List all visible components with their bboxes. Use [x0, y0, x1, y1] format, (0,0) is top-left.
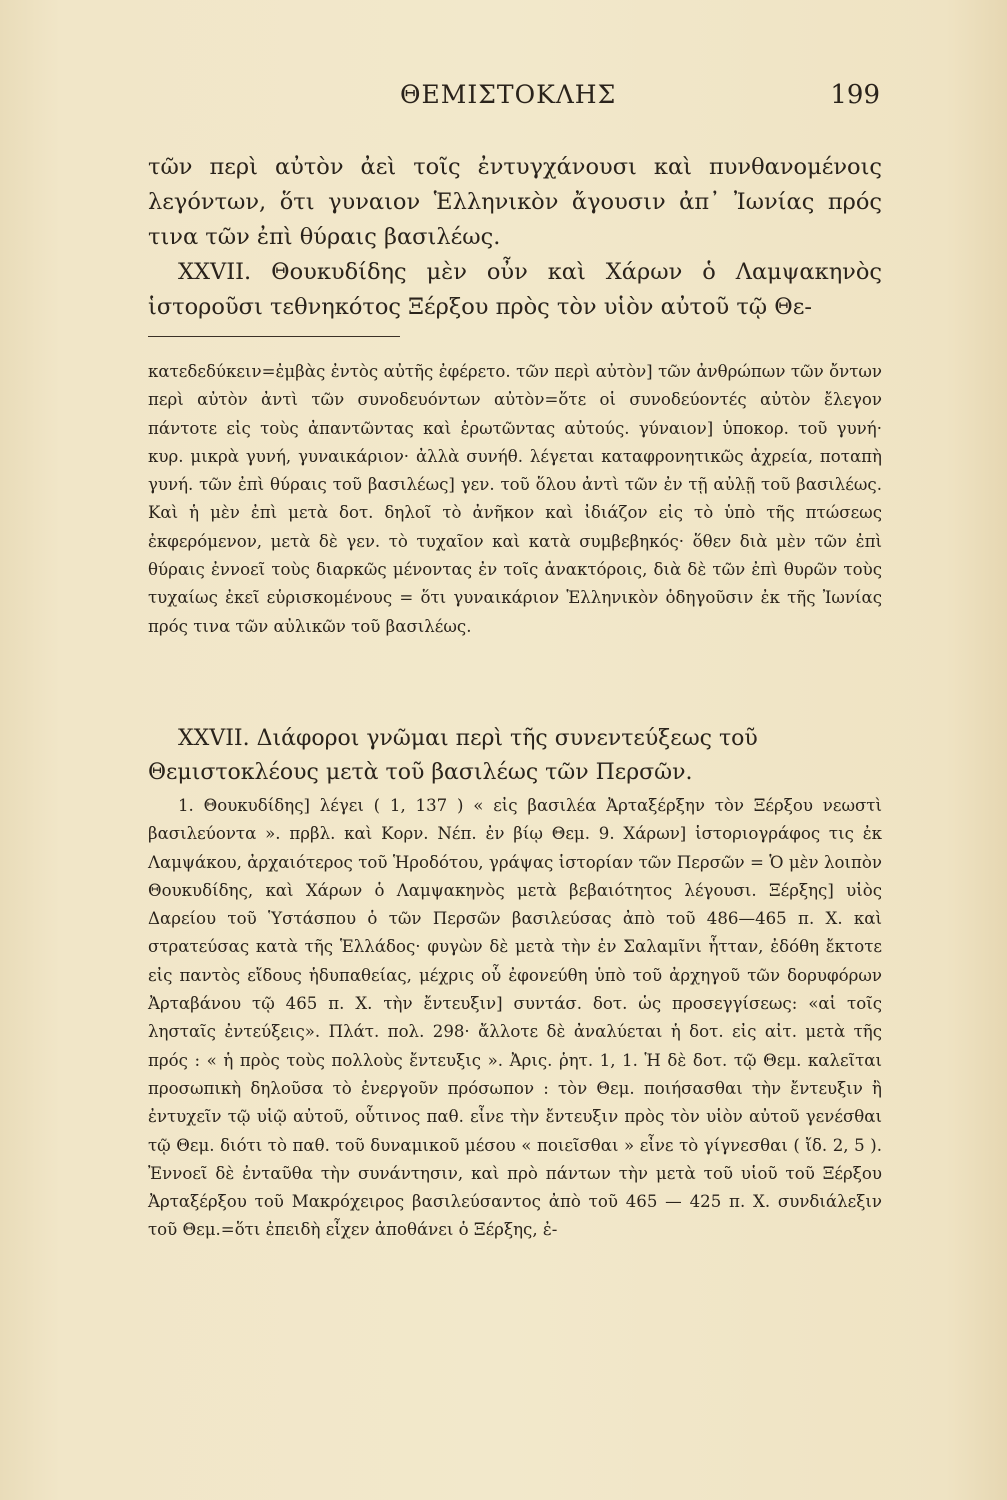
section-heading-text: XXVII. Διάφοροι γνῶμαι περὶ τῆς συνεντεύξεως τοῦ Θεμιστοκλέους μετὰ τοῦ βασιλέως τῶν Περσῶν. [148, 726, 758, 785]
commentary-notes-section [148, 792, 882, 1245]
commentary-notes [148, 358, 882, 641]
section-heading [148, 722, 882, 790]
page-number: 199 [830, 80, 880, 110]
running-title: ΘΕΜΙΣΤΟΚΛΗΣ [400, 80, 617, 109]
page-header [150, 80, 880, 120]
main-text [148, 150, 882, 325]
main-paragraph: XXVII. Θουκυδίδης μὲν οὖν καὶ Χάρων ὁ Λαμψακηνὸς ἱστοροῦσι τεθνηκότος Ξέρξου πρὸς τὸν υἱὸν αὐτοῦ τῷ Θε- [148, 259, 882, 320]
main-paragraph: τῶν περὶ αὐτὸν ἀεὶ τοῖς ἐντυγχάνουσι καὶ πυνθανομένοις λεγόντων, ὅτι γυναιον Ἑλληνικὸν ἄγουσιν ἀπ᾽ Ἰωνίας πρός τινα τῶν ἐπὶ θύραις βασιλέως. [148, 154, 882, 250]
commentary-paragraph: 1. Θουκυδίδης] λέγει ( 1, 137 ) « εἰς βασιλέα Ἀρταξέρξην τὸν Ξέρξου νεωστὶ βασιλεύοντα ». πρβλ. καὶ Κορν. Νέπ. ἐν βίῳ Θεμ. 9. Χάρων] ἱστοριογράφος τις ἐκ Λαμψάκου, ἀρχαιότερος τοῦ Ἡροδότου, γράψας ἱστορίαν τῶν Περσῶν = Ὁ μὲν λοιπὸν Θουκυδίδης, καὶ Χάρων ὁ Λαμψακηνὸς μετὰ βεβαιότητος λέγουσι. Ξέρξης] υἱὸς Δαρείου τοῦ Ὑστάσπου ὁ τῶν Περσῶν βασιλεύσας ἀπὸ τοῦ 486—465 π. Χ. καὶ στρατεύσας κατὰ τῆς Ἑλλάδος· φυγὼν δὲ μετὰ τὴν ἐν Σαλαμῖνι ἧτταν, ἐδόθη ἔκτοτε εἰς παντὸς εἴδους ἡδυπαθείας, μέχρις οὗ ἐφονεύθη ὑπὸ τοῦ ἀρχηγοῦ τῶν δορυφόρων Ἀρταβάνου τῷ 465 π. Χ. τὴν ἔντευξιν] συντάσ. δοτ. ὡς προσεγγίσεως: «αἱ τοῖς λησταῖς ἐντεύξεις». Πλάτ. πολ. 298· ἄλλοτε δὲ ἀναλύεται ἡ δοτ. εἰς αἰτ. μετὰ τῆς πρός : « ἡ πρὸς τοὺς πολλοὺς ἔντευξις ». Ἀρις. ῥητ. 1, 1. Ἡ δὲ δοτ. τῷ Θεμ. καλεῖται προσωπικὴ δηλοῦσα τὸ ἐνεργοῦν πρόσωπον : τὸν Θεμ. ποιήσασθαι τὴν ἔντευξιν ἢ ἐντυχεῖν τῷ υἱῷ αὐτοῦ, οὗτινος παθ. εἶνε τὴν ἔντευξιν πρὸς τὸν υἱὸν αὐτοῦ γενέσθαι τῷ Θεμ. διότι τὸ παθ. τοῦ δυναμικοῦ μέσου « ποιεῖσθαι » εἶνε τὸ γίγνεσθαι ( ἴδ. 2, 5 ). Ἐννοεῖ δὲ ἐνταῦθα τὴν συνάντησιν, καὶ πρὸ πάντων τὴν μετὰ τοῦ υἱοῦ τοῦ Ξέρξου Ἀρταξέρξου τοῦ Μακρόχειρος βασιλεύσαντος ἀπὸ τοῦ 465 — 425 π. Χ. συνδιάλεξιν τοῦ Θεμ.=ὅτι ἐπειδὴ εἶχεν ἀποθάνει ὁ Ξέρξης, ἐ- [148, 796, 882, 1240]
commentary-paragraph: κατεδεδύκειν=ἐμβὰς ἐντὸς αὐτῆς ἐφέρετο. τῶν περὶ αὐτὸν] τῶν ἀνθρώπων τῶν ὄντων περὶ αὐτὸν ἀντὶ τῶν συνοδευόντων αὐτὸν=ὅτε οἱ συνοδεύοντές αὐτὸν ἔλεγον πάντοτε εἰς τοὺς ἀπαντῶντας καὶ ἐρωτῶντας αὐτούς. γύναιον] ὑποκορ. τοῦ γυνή· κυρ. μικρὰ γυνή, γυναικάριον· ἀλλὰ συνήθ. λέγεται καταφρονητικῶς ἀχρεία, ποταπὴ γυνή. τῶν ἐπὶ θύραις τοῦ βασιλέως] γεν. τοῦ ὅλου ἀντὶ τῶν ἐν τῇ αὐλῇ τοῦ βασιλέως. Καὶ ἡ μὲν ἐπὶ μετὰ δοτ. δηλοῖ τὸ ἀνῆκον καὶ ἰδιάζον εἰς τὸ ὑπὸ τῆς πτώσεως ἐκφερόμενον, μετὰ δὲ γεν. τὸ τυχαῖον καὶ κατὰ συμβεβηκός· ὅθεν διὰ μὲν τῶν ἐπὶ θύραις ἐννοεῖ τοὺς διαρκῶς μένοντας ἐν τοῖς ἀνακτόροις, διὰ δὲ τῶν ἐπὶ θυρῶν τοὺς τυχαίως ἐκεῖ εὑρισκομένους = ὅτι γυναικάριον Ἑλληνικὸν ὁδηγοῦσιν ἐκ τῆς Ἰωνίας πρός τινα τῶν αὐλικῶν τοῦ βασιλέως. [148, 362, 882, 636]
footnote-divider [148, 336, 400, 337]
